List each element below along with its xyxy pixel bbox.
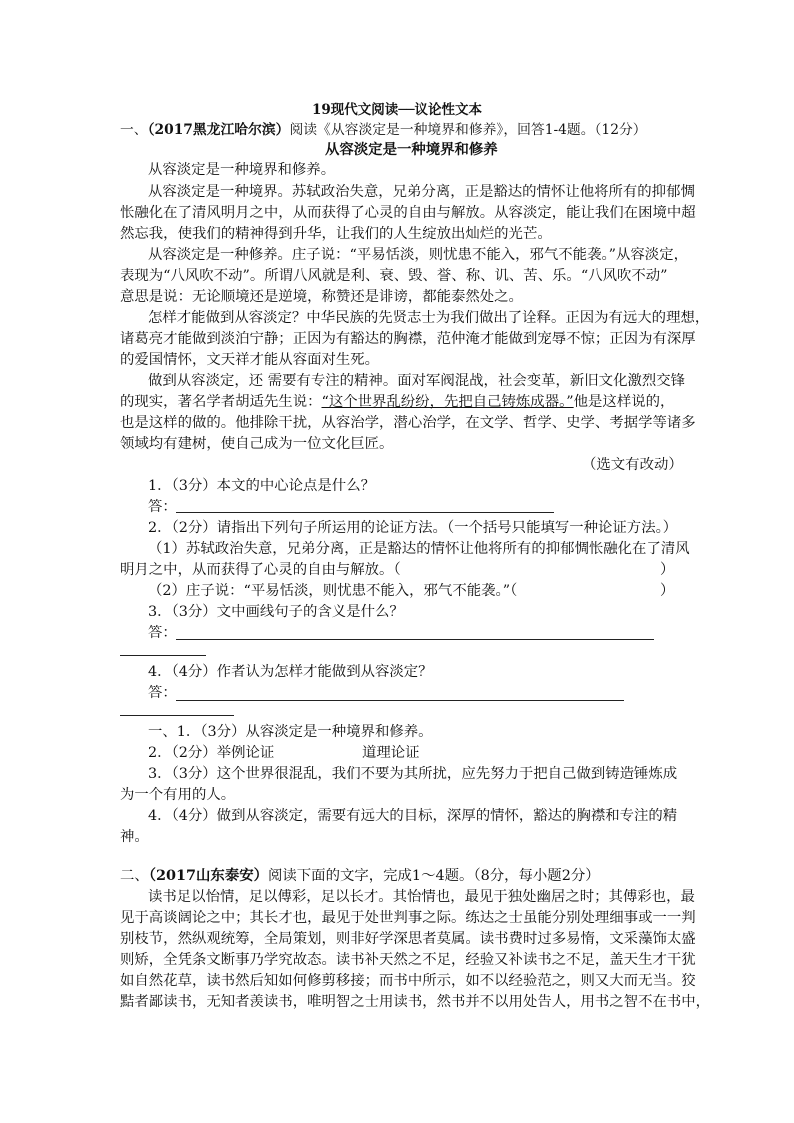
answer-4-line-1: 4．（4分）做到从容淡定，需要有远大的目标，深厚的情怀，豁达的胸襟和专注的精 <box>148 808 678 824</box>
q2-source: （2017山东泰安） <box>148 867 268 884</box>
paragraph-3-line-1: 从容淡定是一种修养。庄子说：“平易恬淡，则忧患不能入，邪气不能袭。”从容淡定， <box>148 247 688 263</box>
paragraph-3-line-3: 意思是说：无论顺境还是逆境，称赞还是诽谤，都能泰然处之。 <box>120 289 523 305</box>
item-1-text: 明月之中，从而获得了心灵的自由与解放。（ <box>120 562 401 578</box>
paragraph-5-text: 的现实，著名学者胡适先生说： <box>120 394 322 410</box>
paragraph-2-line-2: 怅融化在了清风明月之中，从而获得了心灵的自由与解放。从容淡定，能让我们在困境中超 <box>120 205 696 221</box>
source-note: （选文有改动） <box>582 457 683 473</box>
answer-line-4b[interactable] <box>120 715 234 716</box>
q1-instruction: 阅读《从容淡定是一种境界和修养》，回答1-4题。（12分） <box>289 122 647 138</box>
sub-question-1: 1．（3分）本文的中心论点是什么？ <box>148 478 375 494</box>
answer-3-line-1: 3．（3分）这个世界很混乱，我们不要为其所扰，应先努力于把自己做到铸造锤炼成 <box>148 766 678 782</box>
sub-question-2: 2．（2分）请指出下列句子所运用的论证方法。（一个括号只能填写一种论证方法。） <box>148 520 678 536</box>
paragraph-5-line-4: 领域均有建树，使自己成为一位文化巨匠。 <box>120 436 394 452</box>
document-title: 19现代文阅读──议论性文本 <box>312 102 483 118</box>
answer-label-3: 答： <box>148 625 177 641</box>
paragraph-5-line-3: 也是这样的做的。他排除干扰，从容治学，潜心治学，在文学、哲学、史学、考据学等诸多 <box>120 415 696 431</box>
passage-2-line-3: 别枝节，然纵观统筹，全局策划，则非好学深思者莫属。读书费时过多易惰，文采藻饰太盛 <box>120 931 696 947</box>
answer-2-method-2: 道理论证 <box>362 745 420 761</box>
paragraph-4-line-2: 诸葛亮才能做到淡泊宁静；正因为有豁达的胸襟，范仲淹才能做到宠辱不惊；正因为有深厚 <box>120 331 696 347</box>
answer-2-method-1: 2．（2分）举例论证 <box>148 745 275 761</box>
answer-label-4: 答： <box>148 685 177 701</box>
question-1-heading <box>120 120 647 140</box>
sub-question-2-item-1-line-1: （1）苏轼政治失意，兄弟分离，正是豁达的情怀让他将所有的抑郁惆怅融化在了清风 <box>148 541 690 557</box>
answer-1: 一、1．（3分）从容淡定是一种境界和修养。 <box>148 724 433 740</box>
paragraph-5-line-2 <box>120 392 674 412</box>
item-2-blank-close: ） <box>660 583 675 599</box>
answer-line-1[interactable] <box>176 512 554 513</box>
item-1-blank-close: ） <box>660 562 675 578</box>
paragraph-5-line-1: 做到从容淡定，还 需要有专注的精神。面对军阀混战，社会变革，新旧文化激烈交锋 <box>148 373 686 389</box>
passage-2-line-6: 黠者鄙读书，无知者羡读书，唯明智之士用读书，然书并不以用处告人，用书之智不在书中， <box>120 994 711 1010</box>
paragraph-3-line-2: 表现为“八风吹不动”。所谓八风就是利、衰、毁、誉、称、讥、苦、乐。“八风吹不动” <box>120 268 668 284</box>
q2-instruction: 阅读下面的文字，完成1～4题。（8分，每小题2分） <box>268 868 600 884</box>
passage-2-line-2: 见于高谈阔论之中；其长才也，最见于处世判事之际。练达之士虽能分别处理细事或一一判 <box>120 910 696 926</box>
sub-question-2-item-1-line-2 <box>120 560 401 580</box>
answer-4-line-2: 神。 <box>120 829 149 845</box>
q1-prefix: 一、 <box>120 122 148 138</box>
answer-line-3a[interactable] <box>176 639 654 640</box>
passage-2-line-1: 读书足以怡情，足以傅彩，足以长才。其怡情也，最见于独处幽居之时；其傅彩也，最 <box>148 889 695 905</box>
underlined-quote: “这个世界乱纷纷，先把自己铸炼成器。” <box>321 394 574 410</box>
sub-question-3: 3．（3分）文中画线句子的含义是什么？ <box>148 604 404 620</box>
passage-2-line-4: 则矫，全凭条文断事乃学究故态。读书补天然之不足，经验又补读书之不足，盖天生才干犹 <box>120 952 696 968</box>
paragraph-4-line-1: 怎样才能做到从容淡定？中华民族的先贤志士为我们做出了诠释。正因为有远大的理想， <box>148 310 710 326</box>
paragraph-5-text-after: 他是这样说的， <box>573 394 675 410</box>
answer-line-3b[interactable] <box>120 655 206 656</box>
answer-label-1: 答： <box>148 499 177 515</box>
sub-question-4: 4．（4分）作者认为怎样才能做到从容淡定？ <box>148 664 433 680</box>
paragraph-2-line-1: 从容淡定是一种境界。苏轼政治失意，兄弟分离，正是豁达的情怀让他将所有的抑郁惆 <box>148 184 695 200</box>
passage-2-line-5: 如自然花草，读书然后知如何修剪移接；而书中所示，如不以经验范之，则又大而无当。狡 <box>120 973 696 989</box>
answer-line-4a[interactable] <box>176 700 624 701</box>
answer-3-line-2: 为一个有用的人。 <box>120 787 236 803</box>
article-title: 从容淡定是一种境界和修养 <box>325 141 498 158</box>
question-2-heading <box>120 866 600 886</box>
q1-source: （2017黑龙江哈尔滨） <box>147 122 290 138</box>
paragraph-4-line-3: 的爱国情怀，文天祥才能从容面对生死。 <box>120 352 380 368</box>
paragraph-2-line-3: 然忘我，使我们的精神得到升华，让我们的人生绽放出灿烂的光芒。 <box>120 226 552 242</box>
q2-prefix: 二、 <box>120 868 149 884</box>
paragraph-1: 从容淡定是一种境界和修养。 <box>148 162 336 178</box>
sub-question-2-item-2: （2）庄子说：“平易恬淡，则忧患不能入，邪气不能袭。”（ <box>148 583 518 599</box>
